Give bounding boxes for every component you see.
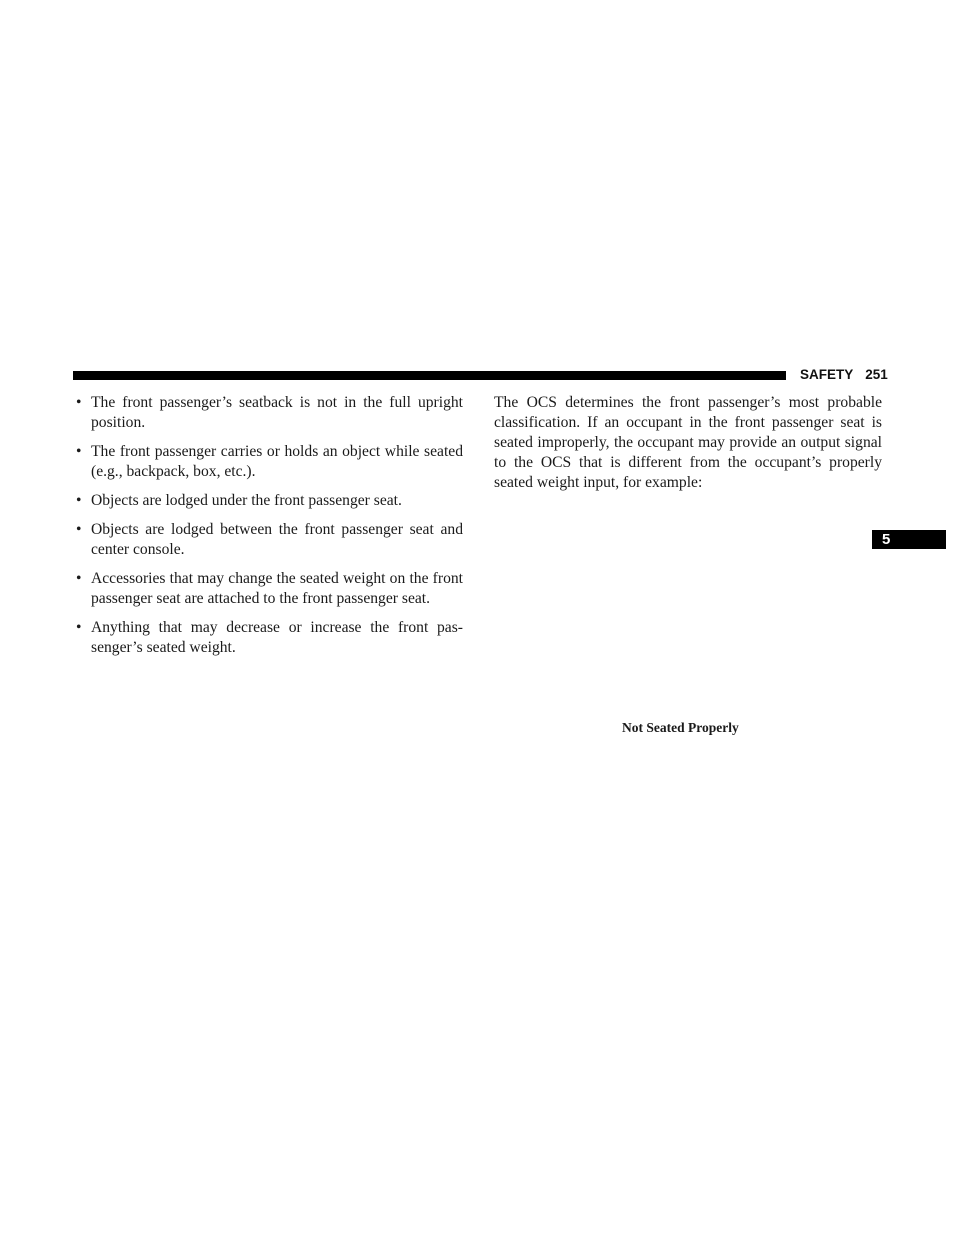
bullet-item	[73, 442, 463, 482]
bullet-icon: •	[76, 492, 82, 509]
section-title: SAFETY	[800, 367, 854, 382]
left-column	[73, 393, 463, 667]
bullet-text: Anything that may decrease or increase the front passenger’s seated weight.	[91, 619, 463, 656]
header-rule	[73, 371, 786, 380]
bullet-text: The front passenger carries or holds an object while seated (e.g., backpack, box, etc.).	[91, 443, 463, 480]
page-number: 251	[865, 367, 888, 382]
bullet-text: Accessories that may change the seated weight on the front passenger seat are attached to the front passenger seat.	[91, 570, 463, 607]
running-header	[800, 365, 888, 385]
bullet-text: Objects are lodged under the front passenger seat.	[91, 492, 402, 509]
bullet-item	[73, 520, 463, 560]
bullet-text: The front passenger’s seatback is not in the full upright position.	[91, 394, 463, 431]
right-column	[494, 393, 882, 493]
body-paragraph: The OCS determines the front passenger’s most probable classification. If an occupant in the front passenger seat is seated improperly, the occupant may provide an output signal to the OCS that is different from the occupant’s properly seated weight input, for example:	[494, 394, 882, 491]
chapter-tab: 5	[872, 530, 946, 549]
bullet-item	[73, 569, 463, 609]
bullet-icon: •	[76, 619, 82, 636]
bullet-item	[73, 491, 463, 511]
bullet-icon: •	[76, 443, 82, 460]
bullet-item	[73, 393, 463, 433]
bullet-list	[73, 393, 463, 658]
bullet-item	[73, 618, 463, 658]
figure-caption: Not Seated Properly	[622, 720, 739, 735]
bullet-icon: •	[76, 521, 82, 538]
bullet-icon: •	[76, 394, 82, 411]
bullet-text: Objects are lodged between the front passenger seat and center console.	[91, 521, 463, 558]
bullet-icon: •	[76, 570, 82, 587]
